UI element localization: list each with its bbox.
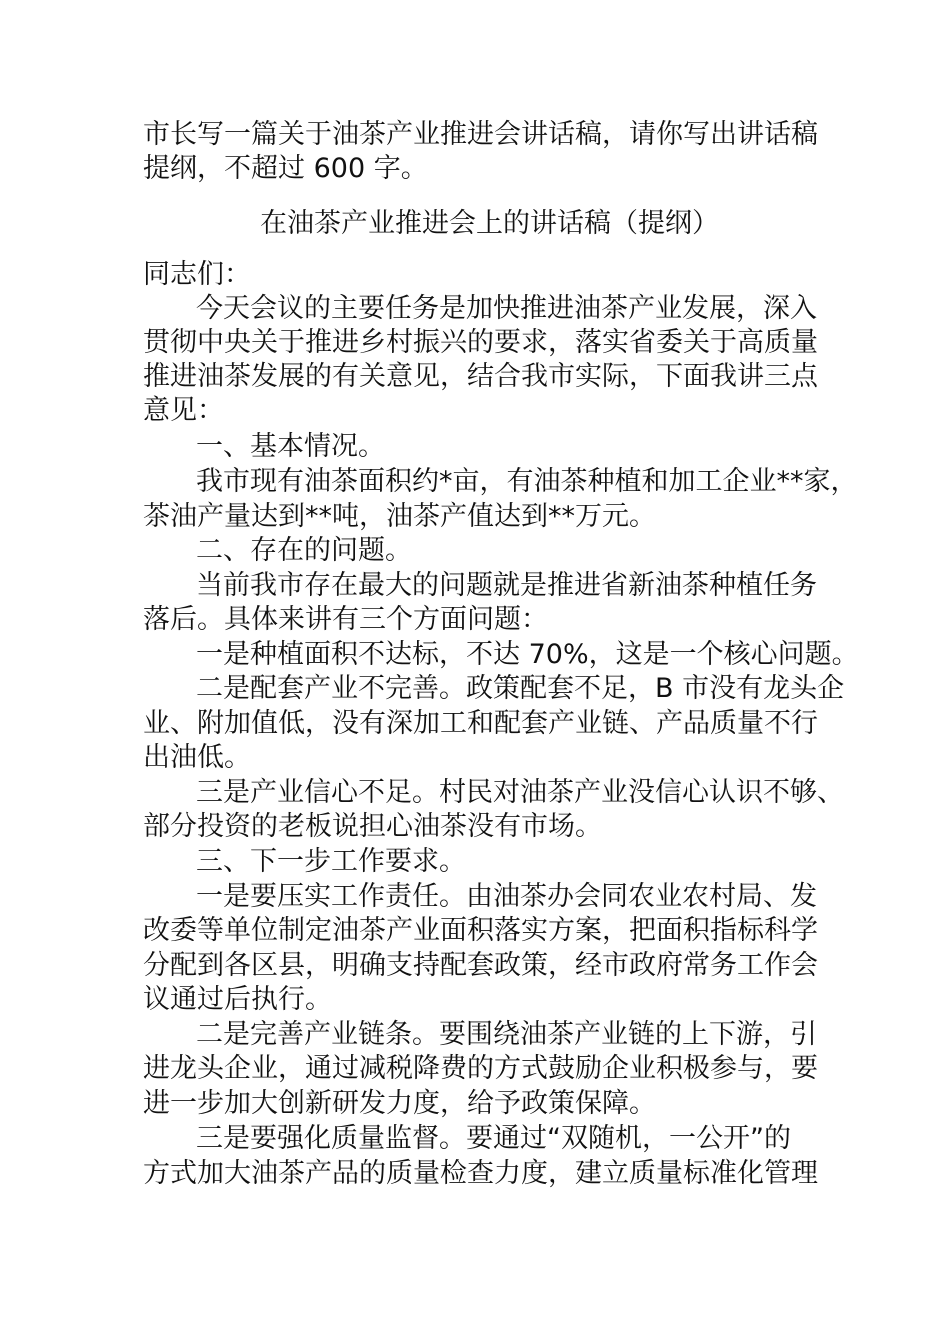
- paragraph-line: 分配到各区县，明确支持配套政策，经市政府常务工作会: [143, 950, 818, 981]
- paragraph-line: 今天会议的主要任务是加快推进油茶产业发展，深入: [196, 293, 817, 324]
- paragraph-line: 进龙头企业，通过减税降费的方式鼓励企业积极参与，要: [143, 1053, 818, 1084]
- paragraph-line: 推进油茶发展的有关意见，结合我市实际，下面我讲三点: [143, 361, 818, 392]
- paragraph-line: 进一步加大创新研发力度，给予政策保障。: [143, 1088, 656, 1119]
- prompt-line-1: 市长写一篇关于油茶产业推进会讲话稿，请你写出讲话稿: [143, 119, 818, 150]
- section-heading: 二、存在的问题。: [196, 535, 412, 566]
- paragraph-line: 一是要压实工作责任。由油茶办会同农业农村局、发: [196, 881, 817, 912]
- prompt-line-2: 提纲，不超过 600 字。: [143, 153, 428, 184]
- paragraph-line: 我市现有油茶面积约*亩，有油茶种植和加工企业**家，: [196, 466, 858, 497]
- section-heading: 三、下一步工作要求。: [196, 846, 466, 877]
- paragraph-line: 业、附加值低，没有深加工和配套产业链、产品质量不行: [143, 708, 818, 739]
- paragraph-line: 三是要强化质量监督。要通过“双随机，一公开”的: [196, 1123, 791, 1154]
- paragraph-line: 二是完善产业链条。要围绕油茶产业链的上下游，引: [196, 1019, 817, 1050]
- paragraph-line: 一是种植面积不达标，不达 70%，这是一个核心问题。: [196, 639, 859, 670]
- paragraph-line: 落后。具体来讲有三个方面问题：: [143, 604, 548, 635]
- paragraph-line: 茶油产量达到**吨，油茶产值达到**万元。: [143, 501, 656, 532]
- paragraph-line: 议通过后执行。: [143, 984, 332, 1015]
- paragraph-line: 意见：: [143, 395, 224, 426]
- paragraph-line: 当前我市存在最大的问题就是推进省新油茶种植任务: [196, 570, 817, 601]
- paragraph-line: 方式加大油茶产品的质量检查力度，建立质量标准化管理: [143, 1158, 818, 1189]
- salutation: 同志们：: [143, 259, 251, 290]
- paragraph-line: 三是产业信心不足。村民对油茶产业没信心认识不够、: [196, 777, 844, 808]
- paragraph-line: 部分投资的老板说担心油茶没有市场。: [143, 811, 602, 842]
- document-title: 在油茶产业推进会上的讲话稿（提纲）: [260, 208, 719, 239]
- section-heading: 一、基本情况。: [196, 431, 385, 462]
- paragraph-line: 出油低。: [143, 742, 251, 773]
- paragraph-line: 二是配套产业不完善。政策配套不足，B 市没有龙头企: [196, 673, 845, 704]
- paragraph-line: 贯彻中央关于推进乡村振兴的要求，落实省委关于高质量: [143, 327, 818, 358]
- paragraph-line: 改委等单位制定油茶产业面积落实方案，把面积指标科学: [143, 915, 818, 946]
